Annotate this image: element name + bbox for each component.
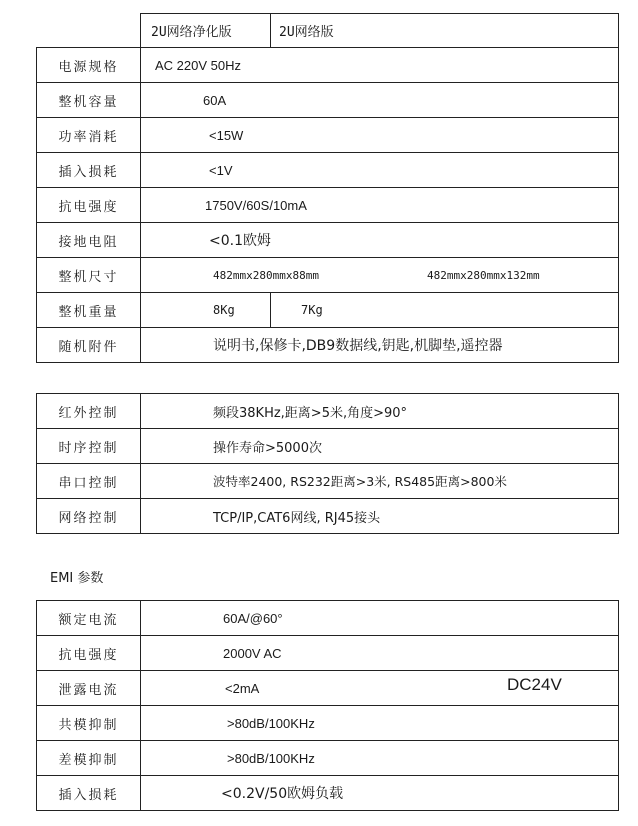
row-label: 插入损耗 xyxy=(37,153,141,188)
row-value: 60A/@60° xyxy=(141,601,619,636)
table-row xyxy=(37,706,619,741)
table-row xyxy=(37,188,619,223)
row-label: 功率消耗 xyxy=(37,118,141,153)
row-value: 60A xyxy=(141,83,619,118)
column-header-purify: 2U网络净化版 xyxy=(141,14,271,48)
table-row xyxy=(37,48,619,83)
row-value: >80dB/100KHz xyxy=(141,706,619,741)
corner-cell xyxy=(37,14,141,48)
row-label: 时序控制 xyxy=(37,429,141,464)
dc-voltage-note: DC24V xyxy=(507,675,562,694)
row-value: 1750V/60S/10mA xyxy=(141,188,619,223)
row-label: 随机附件 xyxy=(37,328,141,363)
row-value: <0.2V/50欧姆负载 xyxy=(141,776,619,811)
table-row xyxy=(37,741,619,776)
table-row xyxy=(37,636,619,671)
table-row xyxy=(37,464,619,499)
table-row xyxy=(37,293,619,328)
header-row xyxy=(37,14,619,48)
row-value: <1V xyxy=(141,153,619,188)
row-label: 整机容量 xyxy=(37,83,141,118)
row-label: 泄露电流 xyxy=(37,671,141,706)
table-row xyxy=(37,499,619,534)
table-row xyxy=(37,258,619,293)
table-row xyxy=(37,429,619,464)
spec-table xyxy=(36,13,619,363)
emi-heading: EMI 参数 xyxy=(50,571,104,586)
dimension-value-network: 482mmx280mmx132mm xyxy=(427,268,540,282)
row-label: 串口控制 xyxy=(37,464,141,499)
row-label: 整机重量 xyxy=(37,293,141,328)
table-row xyxy=(37,223,619,258)
row-label: 额定电流 xyxy=(37,601,141,636)
row-label: 差模抑制 xyxy=(37,741,141,776)
table-row xyxy=(37,153,619,188)
row-value: <0.1欧姆 xyxy=(141,223,619,258)
row-value: 操作寿命>5000次 xyxy=(141,429,619,464)
table-row xyxy=(37,118,619,153)
row-value: 说明书,保修卡,DB9数据线,钥匙,机脚垫,遥控器 xyxy=(141,328,619,363)
table-row xyxy=(37,601,619,636)
row-value: <2mA xyxy=(141,671,619,706)
row-value: >80dB/100KHz xyxy=(141,741,619,776)
row-value: AC 220V 50Hz xyxy=(141,48,619,83)
dimension-value-purify: 482mmx280mmx88mm xyxy=(213,268,319,282)
row-label: 红外控制 xyxy=(37,394,141,429)
row-value: <15W xyxy=(141,118,619,153)
row-label: 网络控制 xyxy=(37,499,141,534)
row-label: 电源规格 xyxy=(37,48,141,83)
table-row xyxy=(37,328,619,363)
control-table xyxy=(36,393,619,534)
row-label: 抗电强度 xyxy=(37,188,141,223)
row-value: 波特率2400, RS232距离>3米, RS485距离>800米 xyxy=(141,464,619,499)
column-header-network: 2U网络版 xyxy=(271,14,619,48)
weight-value-network: 7Kg xyxy=(301,303,323,317)
row-value: 频段38KHz,距离>5米,角度>90° xyxy=(141,394,619,429)
row-value: TCP/IP,CAT6网线, RJ45接头 xyxy=(141,499,619,534)
row-label: 共模抑制 xyxy=(37,706,141,741)
table-row xyxy=(37,83,619,118)
weight-value-purify: 8Kg xyxy=(141,293,271,327)
row-label: 接地电阻 xyxy=(37,223,141,258)
row-label: 整机尺寸 xyxy=(37,258,141,293)
table-row xyxy=(37,394,619,429)
row-label: 插入损耗 xyxy=(37,776,141,811)
row-value: 2000V AC xyxy=(141,636,619,671)
emi-table xyxy=(36,600,619,811)
table-row xyxy=(37,776,619,811)
row-label: 抗电强度 xyxy=(37,636,141,671)
